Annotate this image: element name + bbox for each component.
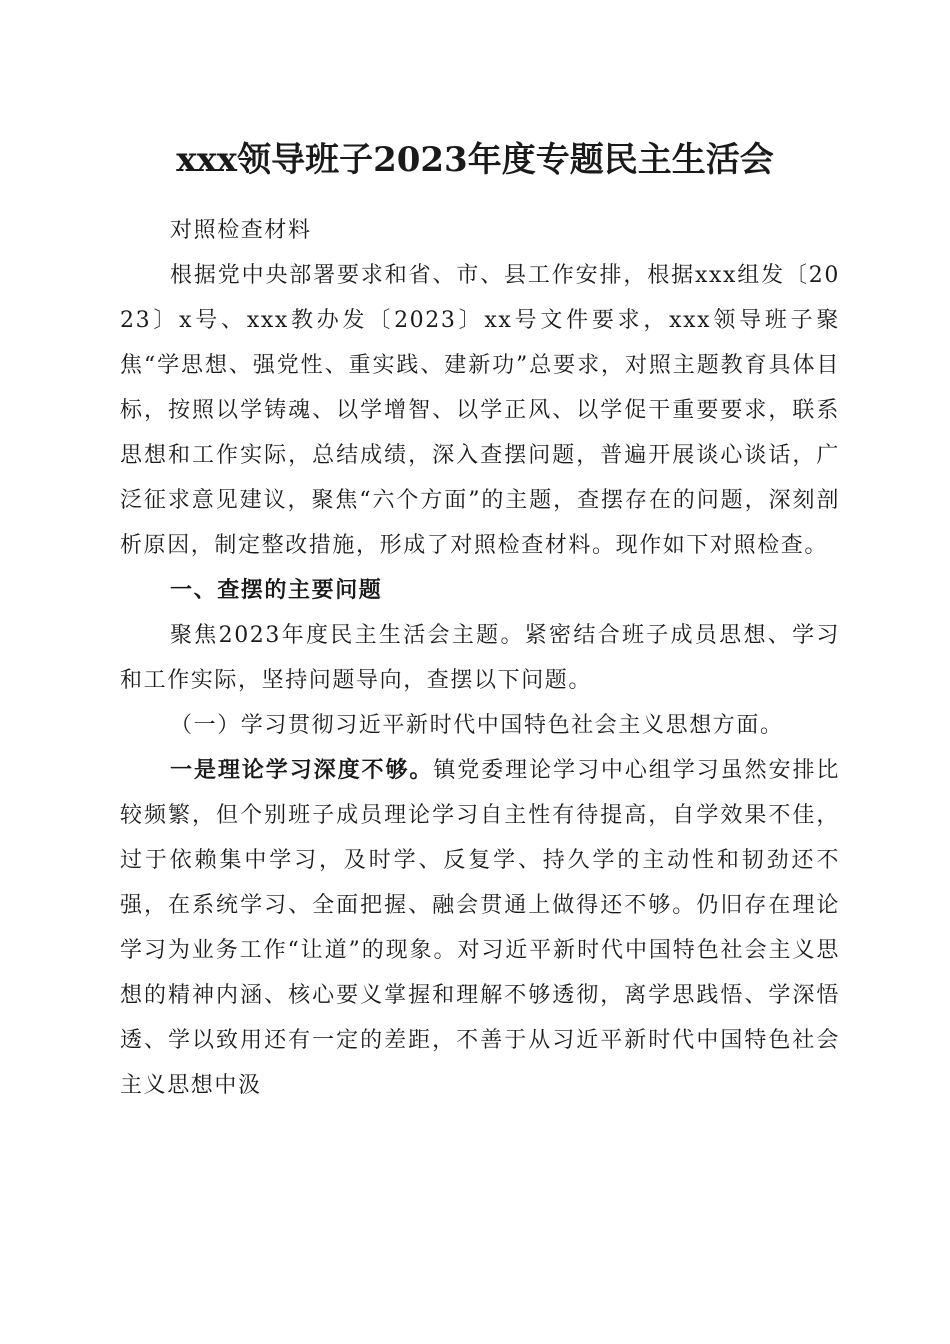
intro-paragraph: 根据党中央部署要求和省、市、县工作安排，根据xxx组发〔2023〕x号、xxx教办发〔2023〕xx号文件要求，xxx领导班子聚焦“学思想、强党性、重实践、建新功”总要求，对照主题教育具体目标，按照以学铸魂、以学增智、以学正风、以学促干重要要求，联系思想和工作实际，总结成绩，深入查摆问题，普遍开展谈心谈话，广泛征求意见建议，聚焦“六个方面”的主题，查摆存在的问题，深刻剖析原因，制定整改措施，形成了对照检查材料。现作如下对照检查。	[120, 263, 840, 558]
document-body	[120, 208, 840, 1108]
subsection-heading-1: （一）学习贯彻习近平新时代中国特色社会主义思想方面。	[170, 713, 784, 738]
document-title: xxx领导班子2023年度专题民主生活会	[176, 140, 774, 180]
document-subtitle: 对照检查材料	[170, 218, 312, 243]
point-paragraph-1	[120, 748, 840, 1108]
section-intro-paragraph: 聚焦2023年度民主生活会主题。紧密结合班子成员思想、学习和工作实际，坚持问题导向，查摆以下问题。	[120, 623, 840, 693]
point-text-1: 镇党委理论学习中心组学习虽然安排比较频繁，但个别班子成员理论学习自主性有待提高，自学效果不佳，过于依赖集中学习，及时学、反复学、持久学的主动性和韧劲还不强，在系统学习、全面把握、融会贯通上做得还不够。仍旧存在理论学习为业务工作“让道”的现象。对习近平新时代中国特色社会主义思想的精神内涵、核心要义掌握和理解不够透彻，离学思践悟、学深悟透、学以致用还有一定的差距，不善于从习近平新时代中国特色社会主义思想中汲	[120, 758, 840, 1098]
section-heading-1: 一、查摆的主要问题	[170, 578, 383, 603]
point-lead-1: 一是理论学习深度不够。	[170, 758, 434, 783]
